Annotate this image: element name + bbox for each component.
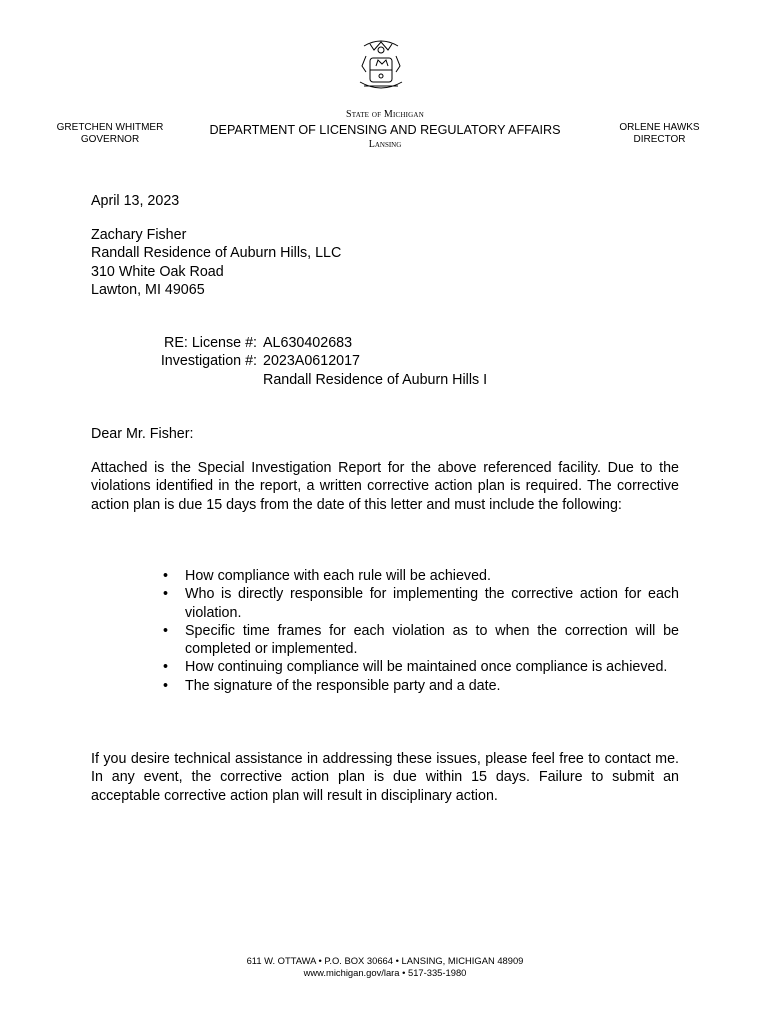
list-item — [163, 567, 679, 585]
list-item — [163, 585, 679, 622]
list-item — [163, 622, 679, 659]
requirements-list — [163, 567, 679, 695]
list-item-text: How continuing compliance will be maintained once compliance is achieved. — [185, 659, 668, 676]
body-paragraph-2: If you desire technical assistance in addressing these issues, please feel free to contact me. In any event, the corrective action plan is due within 15 days. Failure to submit an acceptable corrective action plan will result in disciplinary action. — [91, 751, 679, 804]
re-values — [263, 334, 487, 389]
investigation-label: Investigation #: — [160, 353, 257, 370]
city-name: Lansing — [368, 139, 402, 150]
bullet-icon: • — [163, 622, 169, 639]
recipient-name: Zachary Fisher — [91, 227, 187, 243]
investigation-number: 2023A0612017 — [263, 353, 360, 370]
list-item — [163, 658, 679, 676]
bullet-icon: • — [163, 677, 169, 694]
list-item-text: The signature of the responsible party and a date. — [185, 677, 501, 694]
state-name: State of Michigan — [346, 109, 424, 120]
list-item — [163, 677, 679, 695]
governor-name: GRETCHEN WHITMER — [56, 122, 164, 133]
list-item-text: Who is directly responsible for implementing the corrective action for each violation. — [185, 586, 679, 621]
recipient-city: Lawton, MI 49065 — [91, 281, 205, 298]
governor-block — [40, 122, 180, 146]
footer-contact: www.michigan.gov/lara • 517-335-1980 — [303, 967, 467, 978]
department-name: DEPARTMENT OF LICENSING AND REGULATORY AFFAIRS — [209, 123, 561, 137]
recipient-address — [91, 226, 341, 299]
license-number: AL630402683 — [263, 335, 353, 351]
footer — [0, 955, 770, 979]
greeting: Dear Mr. Fisher: — [91, 426, 194, 442]
director-title: DIRECTOR — [633, 134, 686, 145]
director-block — [592, 122, 727, 146]
re-labels — [91, 334, 257, 371]
bullet-icon: • — [163, 568, 169, 584]
letterhead-center — [190, 108, 580, 152]
governor-title: GOVERNOR — [80, 134, 140, 145]
director-name: ORLENE HAWKS — [619, 122, 700, 133]
michigan-seal-icon — [356, 36, 406, 96]
recipient-company: Randall Residence of Auburn Hills, LLC — [91, 245, 342, 262]
list-item-text: How compliance with each rule will be achieved. — [185, 568, 491, 584]
bullet-icon: • — [163, 659, 169, 676]
license-label: RE: License #: — [164, 335, 257, 351]
recipient-street: 310 White Oak Road — [91, 263, 224, 280]
footer-address: 611 W. OTTAWA • P.O. BOX 30664 • LANSING, MICHIGAN 48909 — [246, 955, 524, 966]
body-paragraph-1: Attached is the Special Investigation Report for the above referenced facility. Due to the violations identified in the report, a written corrective action plan is required. The corrective action plan is due 15 days from the date of this letter and must include the following: — [91, 460, 679, 513]
bullet-icon: • — [163, 586, 169, 603]
facility-name: Randall Residence of Auburn Hills I — [263, 371, 488, 388]
letter-date: April 13, 2023 — [91, 193, 180, 209]
list-item-text: Specific time frames for each violation as to when the correction will be completed or implemented. — [185, 622, 679, 658]
